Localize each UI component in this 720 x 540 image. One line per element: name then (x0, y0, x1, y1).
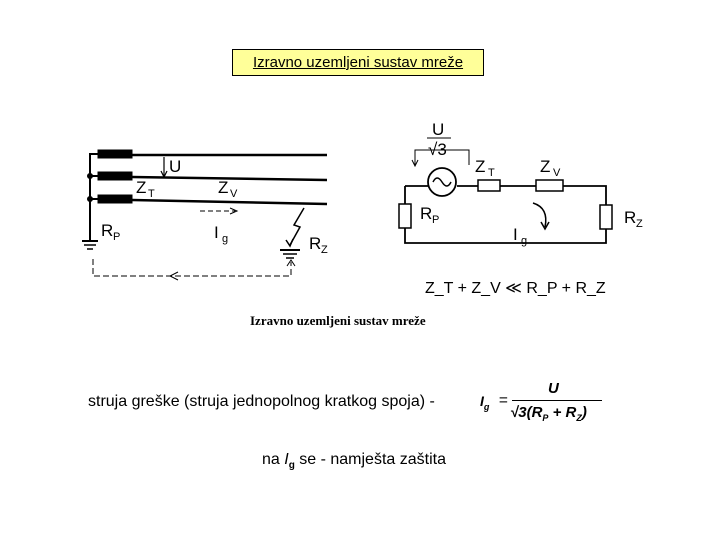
label-rp-sub: P (113, 231, 121, 243)
junction-dot (88, 174, 93, 179)
fault-current-formula (480, 380, 620, 430)
sine-wave-icon (433, 178, 451, 186)
label-ig-sub: g (521, 235, 528, 247)
formula-lhs-sub: g (483, 401, 490, 412)
label-zt: Z (136, 178, 147, 197)
label-u: U (169, 157, 182, 176)
protection-note (262, 451, 446, 471)
earth-return-path (93, 259, 291, 276)
protection-note-prefix: na (262, 451, 285, 468)
label-zv-sub: V (553, 167, 561, 179)
left-diagram-labels (101, 157, 328, 256)
formula-denominator: $√3(R_P + R_Z)$ (510, 404, 587, 423)
formula-lhs (480, 393, 489, 412)
phase-line-2 (132, 177, 327, 180)
label-ig: I (214, 223, 219, 242)
impedance-zt-symbol (478, 180, 500, 191)
left-network-diagram (82, 150, 327, 280)
label-sqrt3: √3 (428, 140, 447, 159)
protection-note-var-sub: g (288, 460, 295, 472)
label-zv: Z (218, 178, 229, 197)
junction-dot (88, 197, 93, 202)
label-zt-sub: T (148, 188, 155, 200)
title-text: Izravno uzemljeni sustav mreže (252, 54, 464, 71)
fault-current-description: struja greške (struja jednopolnog kratkog spoja) - (88, 393, 435, 410)
resistor-rz-symbol (600, 205, 612, 229)
phase-line-3 (132, 200, 327, 204)
label-rp-sub: P (432, 214, 440, 226)
label-rp: R (101, 221, 114, 240)
formula-lhs-symbol: I (480, 393, 484, 409)
label-zv: Z (540, 157, 551, 176)
label-rz-sub: Z (321, 244, 328, 256)
label-rz-sub: Z (636, 218, 643, 230)
resistor-rp-symbol (399, 204, 411, 228)
protection-note-var: I (284, 451, 289, 468)
impedance-zv-symbol (536, 180, 563, 191)
label-zv-sub: V (230, 188, 238, 200)
transformer-winding-2 (98, 172, 132, 180)
label-ig-sub: g (222, 233, 229, 245)
label-source-u: U (432, 120, 445, 139)
label-zt-sub: T (488, 167, 495, 179)
label-ig: I (513, 225, 518, 244)
figure-caption: Izravno uzemljeni sustav mreže (250, 313, 426, 328)
protection-note-suffix: se - namješta zaštita (294, 451, 446, 468)
current-loop-arrow (533, 203, 546, 227)
right-diagram-labels (420, 120, 643, 297)
label-zt: Z (475, 157, 486, 176)
formula-equals: = (499, 392, 508, 409)
transformer-winding-1 (98, 150, 132, 158)
formula-fraction-bar (512, 400, 602, 401)
label-rz: R (309, 234, 322, 253)
transformer-winding-3 (98, 195, 132, 203)
formula-numerator: U (548, 380, 559, 397)
label-rp: R (420, 204, 433, 223)
impedance-condition: Z_T + Z_V ≪ R_P + R_Z (425, 280, 606, 297)
label-rz: R (624, 208, 637, 227)
fault-lightning-icon (286, 239, 293, 246)
